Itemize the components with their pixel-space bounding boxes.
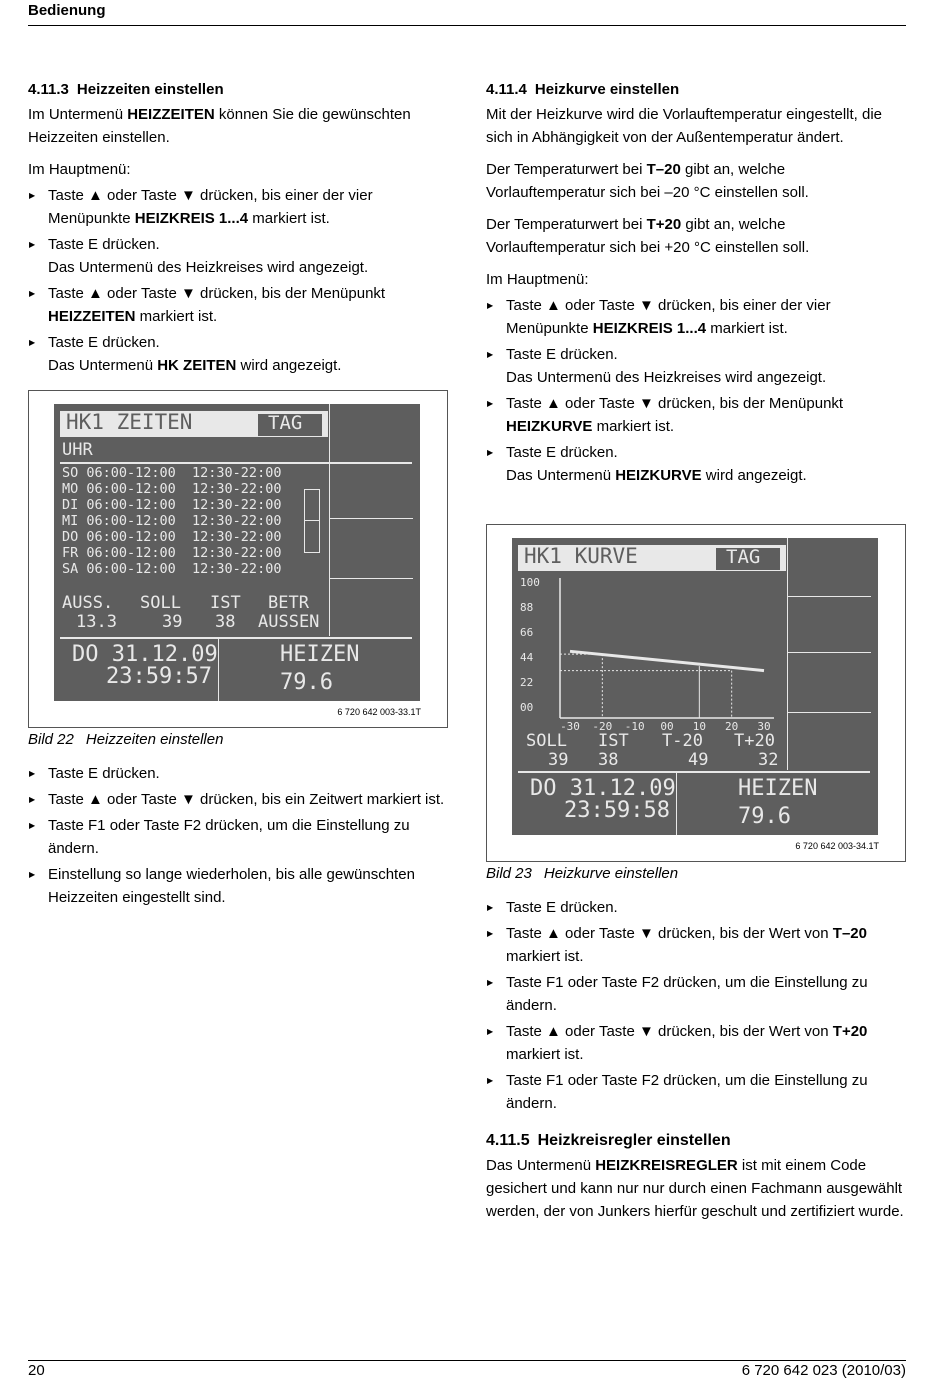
x-tick-label: -10 bbox=[624, 720, 645, 733]
step-list bbox=[486, 294, 906, 487]
screen-title: HK1 KURVE bbox=[524, 544, 638, 568]
time-display: 23:59:57 bbox=[106, 664, 212, 689]
x-tick-label: 30 bbox=[757, 720, 771, 733]
x-tick-label: 20 bbox=[725, 720, 739, 733]
col-betr-label: BETR bbox=[268, 593, 309, 613]
date-display: DO 31.12.09 bbox=[72, 642, 218, 667]
tag-label: TAG bbox=[726, 546, 761, 568]
schedule-row[interactable]: DO 06:00-12:00 12:30-22:00 bbox=[62, 529, 282, 545]
mode-display: HEIZEN bbox=[738, 776, 818, 801]
figure-reference: 6 720 642 003-33.1T bbox=[337, 707, 421, 717]
scroll-thumb-divider bbox=[304, 520, 320, 521]
paragraph: Das Untermenü HEIZKREISREGLER ist mit einem Code gesichert und kann nur nur durch einen Fachmann ausgewählt werden, der von Junkers hierfür geschult und zertifiziert wurde. bbox=[486, 1157, 904, 1220]
divider bbox=[329, 404, 330, 636]
section-heading: 4.11.5 Heizkreisregler einstellen bbox=[486, 1132, 731, 1149]
step-item: ▶ Taste F1 oder Taste F2 drücken, um die Einstellung zu ändern. bbox=[28, 814, 453, 860]
schedule-row[interactable]: MO 06:00-12:00 12:30-22:00 bbox=[62, 481, 282, 497]
date-display: DO 31.12.09 bbox=[530, 776, 676, 801]
paragraph: Der Temperaturwert bei T–20 gibt an, welche Vorlauftemperatur sich bei –20 °C einstellen soll. bbox=[486, 161, 809, 201]
divider bbox=[787, 596, 871, 597]
x-tick-label: 10 bbox=[692, 720, 706, 733]
schedule-row[interactable]: SO 06:00-12:00 12:30-22:00 bbox=[62, 465, 282, 481]
right-column-lower bbox=[486, 896, 906, 1232]
y-tick-label: 66 bbox=[520, 626, 534, 639]
running-header: Bedienung bbox=[28, 2, 106, 19]
main-menu-label: Im Hauptmenü: bbox=[486, 271, 589, 288]
intro-paragraph: Im Untermenü HEIZZEITEN können Sie die gewünschten Heizzeiten einstellen. bbox=[28, 106, 411, 146]
screen-title: HK1 ZEITEN bbox=[66, 410, 193, 434]
value-soll: 39 bbox=[162, 612, 183, 632]
col-t-plus-20-label[interactable]: T+20 bbox=[734, 731, 775, 751]
y-tick-label: 100 bbox=[520, 576, 540, 589]
heating-curve-line bbox=[570, 651, 764, 670]
step-list bbox=[28, 762, 453, 909]
schedule-row[interactable]: FR 06:00-12:00 12:30-22:00 bbox=[62, 545, 282, 561]
divider bbox=[787, 712, 871, 713]
step-list bbox=[486, 896, 906, 1115]
main-menu-label: Im Hauptmenü: bbox=[28, 161, 131, 178]
figure-23-caption: Bild 23 Heizkurve einstellen bbox=[486, 865, 679, 882]
mode-display: HEIZEN bbox=[280, 642, 360, 667]
left-column bbox=[28, 78, 453, 385]
divider bbox=[329, 578, 413, 579]
y-tick-label: 22 bbox=[520, 676, 534, 689]
step-item: ▶ Einstellung so lange wiederholen, bis alle gewünschten Heizzeiten eingestellt sind. bbox=[28, 863, 453, 909]
step-item: ▶ Taste ▲ oder Taste ▼ drücken, bis der Menüpunkt HEIZKURVE markiert ist. bbox=[486, 392, 906, 438]
value-t-minus-20[interactable]: 49 bbox=[688, 750, 709, 770]
value-ist: 38 bbox=[598, 750, 619, 770]
col-soll-label: SOLL bbox=[526, 731, 567, 751]
divider bbox=[787, 652, 871, 653]
step-item: ▶ Taste E drücken. Das Untermenü des Heizkreises wird angezeigt. bbox=[28, 233, 453, 279]
step-item: ▶ Taste E drücken. bbox=[28, 762, 453, 785]
figure-22-caption: Bild 22 Heizzeiten einstellen bbox=[28, 731, 224, 748]
step-item: ▶ Taste ▲ oder Taste ▼ drücken, bis der Menüpunkt HEIZZEITEN markiert ist. bbox=[28, 282, 453, 328]
scrollbar[interactable] bbox=[304, 489, 320, 553]
step-item: ▶ Taste ▲ oder Taste ▼ drücken, bis einer der vier Menüpunkte HEIZKREIS 1...4 markiert ist. bbox=[28, 184, 453, 230]
x-tick-label: 00 bbox=[660, 720, 674, 733]
divider bbox=[329, 518, 413, 519]
divider bbox=[218, 637, 219, 701]
divider bbox=[676, 771, 677, 835]
value-ist: 38 bbox=[215, 612, 236, 632]
page-number: 20 bbox=[28, 1362, 45, 1379]
x-tick-label: -20 bbox=[592, 720, 613, 733]
step-item: ▶ Taste E drücken. Das Untermenü HEIZKURVE wird angezeigt. bbox=[486, 441, 906, 487]
x-tick-label: -30 bbox=[560, 720, 580, 733]
col-t-minus-20-label[interactable]: T-20 bbox=[662, 731, 703, 751]
figure-reference: 6 720 642 003-34.1T bbox=[795, 841, 879, 851]
section-heading: 4.11.4 Heizkurve einstellen bbox=[486, 81, 680, 98]
step-item: ▶ Taste F1 oder Taste F2 drücken, um die Einstellung zu ändern. bbox=[486, 971, 906, 1017]
col-soll-label: SOLL bbox=[140, 593, 181, 613]
y-tick-label: 44 bbox=[520, 651, 534, 664]
figure-23-frame bbox=[486, 524, 906, 862]
divider bbox=[60, 637, 412, 639]
step-list bbox=[28, 184, 453, 377]
lcd-screen-hk1-zeiten bbox=[54, 404, 420, 701]
step-item: ▶ Taste E drücken. bbox=[486, 896, 906, 919]
value-t-plus-20[interactable]: 32 bbox=[758, 750, 779, 770]
schedule-row[interactable]: MI 06:00-12:00 12:30-22:00 bbox=[62, 513, 282, 529]
step-item: ▶ Taste F1 oder Taste F2 drücken, um die Einstellung zu ändern. bbox=[486, 1069, 906, 1115]
step-item: ▶ Taste ▲ oder Taste ▼ drücken, bis der Wert von T+20 markiert ist. bbox=[486, 1020, 906, 1066]
figure-22-frame bbox=[28, 390, 448, 728]
y-tick-label: 00 bbox=[520, 701, 534, 714]
tag-label: TAG bbox=[268, 412, 303, 434]
value-betr: AUSSEN bbox=[258, 612, 320, 632]
uhr-label: UHR bbox=[62, 440, 93, 460]
divider bbox=[518, 771, 870, 773]
schedule-row[interactable]: DI 06:00-12:00 12:30-22:00 bbox=[62, 497, 282, 513]
divider bbox=[60, 462, 412, 464]
right-column bbox=[486, 78, 906, 495]
step-item: ▶ Taste E drücken. Das Untermenü HK ZEITEN wird angezeigt. bbox=[28, 331, 453, 377]
header-rule bbox=[28, 25, 906, 26]
step-item: ▶ Taste ▲ oder Taste ▼ drücken, bis ein Zeitwert markiert ist. bbox=[28, 788, 453, 811]
document-number: 6 720 642 023 (2010/03) bbox=[741, 1362, 906, 1379]
step-item: ▶ Taste E drücken. Das Untermenü des Heizkreises wird angezeigt. bbox=[486, 343, 906, 389]
time-display: 23:59:58 bbox=[564, 798, 670, 823]
mode-value: 79.6 bbox=[280, 670, 333, 695]
y-tick-label: 88 bbox=[520, 601, 534, 614]
value-auss: 13.3 bbox=[76, 612, 117, 632]
step-item: ▶ Taste ▲ oder Taste ▼ drücken, bis der Wert von T–20 markiert ist. bbox=[486, 922, 906, 968]
left-column-lower bbox=[28, 762, 453, 917]
value-soll: 39 bbox=[548, 750, 569, 770]
col-auss-label: AUSS. bbox=[62, 593, 114, 613]
mode-value: 79.6 bbox=[738, 804, 791, 829]
section-heading: 4.11.3 Heizzeiten einstellen bbox=[28, 81, 224, 98]
paragraph: Mit der Heizkurve wird die Vorlauftemperatur eingestellt, die sich in Abhängigkeit von der Außentemperatur ändert. bbox=[486, 106, 883, 146]
col-ist-label: IST bbox=[210, 593, 241, 613]
schedule-row[interactable]: SA 06:00-12:00 12:30-22:00 bbox=[62, 561, 282, 577]
footer-rule bbox=[28, 1360, 906, 1361]
step-item: ▶ Taste ▲ oder Taste ▼ drücken, bis einer der vier Menüpunkte HEIZKREIS 1...4 markiert ist. bbox=[486, 294, 906, 340]
lcd-screen-hk1-kurve bbox=[512, 538, 878, 835]
paragraph: Der Temperaturwert bei T+20 gibt an, welche Vorlauftemperatur sich bei +20 °C einstellen soll. bbox=[486, 216, 810, 256]
col-ist-label: IST bbox=[598, 731, 629, 751]
heating-curve-chart bbox=[512, 538, 788, 738]
